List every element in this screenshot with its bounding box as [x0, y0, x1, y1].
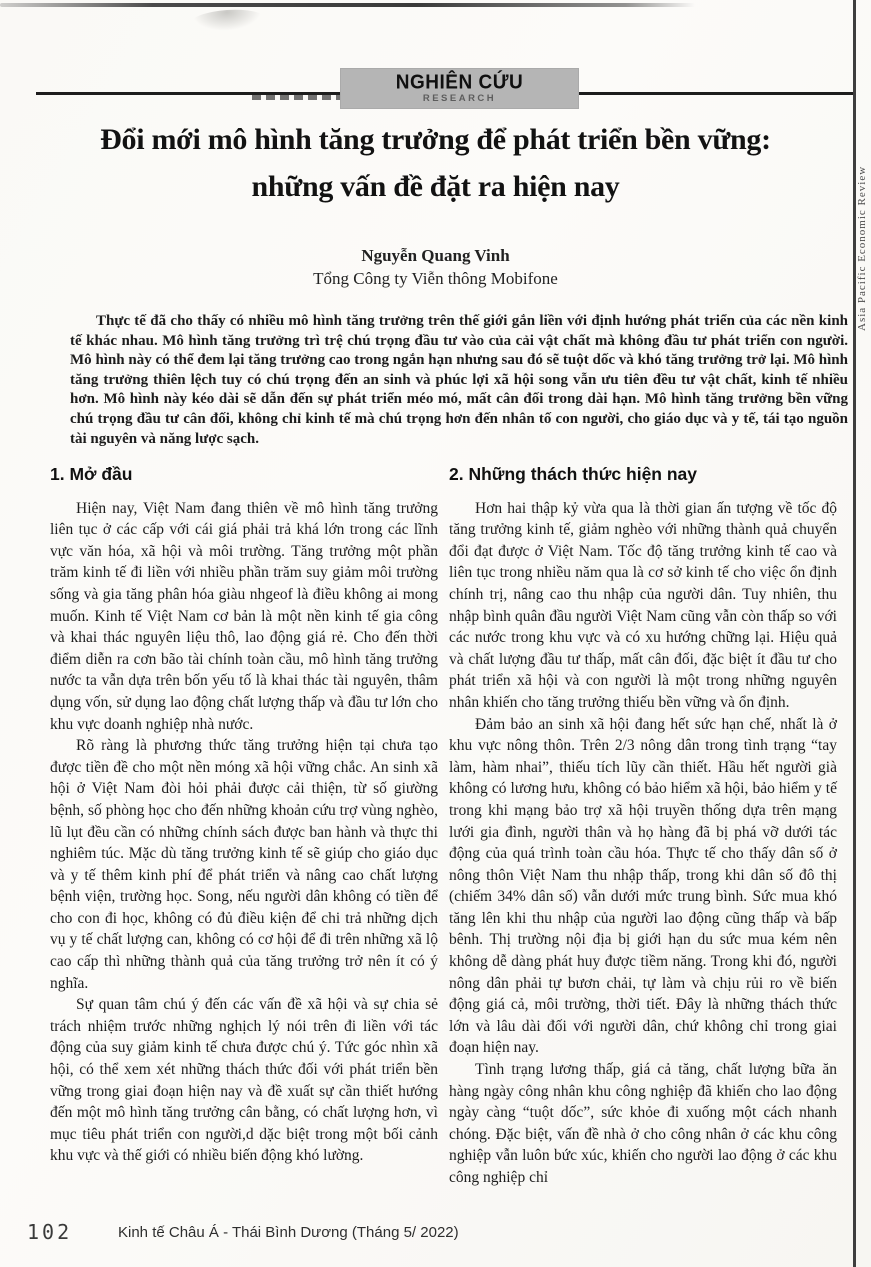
author-affiliation: Tổng Công ty Viễn thông Mobifone [313, 269, 558, 288]
badge-title: NGHIÊN CỨU [395, 71, 524, 94]
author-name: Nguyễn Quang Vinh [361, 246, 510, 265]
research-badge [341, 69, 578, 108]
paragraph: Sự quan tâm chú ý đến các vấn đề xã hội và sự chia sẻ trách nhiệm trước những nghịch lý nói trên đi liền với tác động của suy giảm kinh tế chưa được chú ý. Tức góc nhìn xã hội, có thể xem xét những thách thức đối với phát triển bền vững trong giai đoạn hiện nay và đề xuất sự cần thiết hướng đến một mô hình tăng trưởng cân bằng, có chất lượng hơn, vì mục tiêu phát triển con người,d dặc biệt trong một bối cảnh khu vực và thế giới có nhiều biến động khó lường. [50, 996, 438, 1165]
page-footer [0, 1218, 871, 1252]
scan-artifact-top-bar [0, 3, 695, 7]
section-2 [449, 464, 837, 1189]
abstract: Thực tế đã cho thấy có nhiều mô hình tăng trưởng trên thế giới gắn liền với định hướng phát triển của các nền kinh tế khác nhau. Mô hình tăng trưởng trì trệ chú trọng đầu tư vào của cải vật chất mà không đầu tư phát triển con người. Mô hình này có thể đem lại tăng trưởng cao trong ngắn hạn nhưng sau đó sẽ tuột dốc và khó tăng trưởng trở lại. Mô hình tăng trưởng thiên lệch tuy có chú trọng đến an sinh và phúc lợi xã hội song vẫn ưu tiên đều tư vật chất, kinh tế nhiều hơn. Mô hình này kéo dài sẽ dẫn đến sự phát triển méo mó, mất cân đối trong dài hạn. Mô hình tăng trưởng bền vững chú trọng đầu tư cân đối, không chỉ kinh tế mà chú trọng hơn đến nhân tố con người, cho giáo dục và y tế, tái tạo nguồn tài nguyên và năng lược sạch. [70, 313, 848, 447]
journal-side-label: Asia Pacific Economic Review [856, 165, 868, 331]
scan-artifact-smudge [189, 7, 265, 34]
journal-footer-line: Kinh tế Châu Á - Thái Bình Dương (Tháng 5/ 2022) [118, 1224, 459, 1241]
paragraph: Đảm bảo an sinh xã hội đang hết sức hạn chế, nhất là ở khu vực nông thôn. Trên 2/3 nông dân trong tình trạng “tay làm, hàm nhai”, thiếu tích lũy cần thiết. Hầu hết người già không có lương hưu, không có bảo hiểm xã hội, bảo hiểm y tế trong khi mạng bảo trợ xã hội truyền thống dựa trên mạng lưới gia đình, người thân và họ hàng đã bị phá vỡ dưới tác động của quá trình toàn cầu hóa. Thực tế cho thấy dân số ở nông thôn Việt Nam thu nhập thấp, trong khi dân số đô thị (chiếm 34% dân số) vẫn dưới mức trung bình. Sức mua khó tăng lên khi thu nhập của người lao động cũng thấp và bấp bênh. Thị trường nội địa bị giới hạn du sức mua kém nên không dễ dàng phát huy được tiềm năng. Trong khi đó, người nông dân phải tự bươn chải, tự làm và chịu rủi ro về biến động giá cả, môi trường, thời tiết. Đây là những thách thức lớn và lâu dài đối với người dân, chứ không chỉ trong giai đoạn hiện nay. [449, 715, 837, 1057]
section-1 [50, 464, 438, 1167]
badge-subtitle: RESEARCH [422, 93, 497, 104]
title-line-2: những vấn đề đặt ra hiện nay [251, 170, 620, 203]
title-line-1: Đổi mới mô hình tăng trưởng để phát triển bền vững: [100, 123, 771, 156]
paragraph: Rõ ràng là phương thức tăng trưởng hiện tại chưa tạo được tiền đề cho một nền móng xã hội vững chắc. An sinh xã hội ở Việt Nam đòi hỏi phải được cải thiện, từ số giường bệnh, số phòng học cho đến những khoản cứu trợ vùng nghèo, lũ lụt đều cần có những chính sách được ban hành và thực thi nghiêm túc. Mặc dù tăng trưởng kinh tế sẽ giúp cho giáo dục và y tế thêm kinh phí để phát triển và nâng cao chất lượng bệnh viện, trường học. Song, nếu người dân không có tiền để cho con đi học, không có đủ điều kiện để chi trả những dịch vụ y tế chất lượng can, không có cơ hội để đi trên những xã lộ cao cấp thì những thành quả của tăng trưởng trở nên ít có ý nghĩa. [50, 737, 438, 992]
section-2-heading: 2. Những thách thức hiện nay [449, 464, 698, 484]
author-block [30, 244, 841, 290]
paragraph: Hơn hai thập kỷ vừa qua là thời gian ấn tượng về tốc độ tăng trưởng kinh tế, giảm nghèo với những thành quả chuyển đổi đạt được ở Việt Nam. Tốc độ tăng trưởng kinh tế cao và liên tục trong nhiều năm qua là cơ sở kinh tế cho việc ổn định chính trị, nâng cao thu nhập của người dân. Tuy nhiên, thu nhập bình quân đầu người Việt Nam cũng vẫn còn thấp so với các nước trong khu vực và có xu hướng chững lại. Hiệu quả và chất lượng đầu tư thấp, mất cân đối, đặc biệt ít đầu tư cho phát triển xã hội và con người là một trong những nguyên nhân khiến cho tăng trưởng thiếu bền vững và ổn định. [449, 499, 837, 711]
page-number: 102 [27, 1220, 73, 1244]
paragraph: Hiện nay, Việt Nam đang thiên về mô hình tăng trưởng liên tục ở các cấp với cái giá phải trả khá lớn trong các lĩnh vực văn hóa, xã hội và môi trường. Tăng trưởng một phần trăm kinh tế đi liền với nhiều phần trăm suy giảm môi trường sống và gia tăng phân hóa giàu nhgeof là điều không ai mong muốn. Kinh tế Việt Nam cơ bản là một nền kinh tế gia công và khai thác nguyên liệu thô, lao động giá rẻ. Cho đến thời điểm diễn ra cơn bão tài chính toàn cầu, mô hình tăng trưởng nước ta vẫn dựa trên bốn yếu tố là khai thác tài nguyên, thâm dụng vốn, sử dụng lao động chất lượng thấp và đầu tư lớn cho khu vực doanh nghiệp nhà nước. [50, 499, 438, 733]
article-title [30, 116, 841, 210]
section-1-heading: 1. Mở đầu [50, 464, 133, 484]
scan-artifact-dashes [252, 95, 344, 100]
paragraph: Tình trạng lương thấp, giá cả tăng, chất lượng bữa ăn hàng ngày công nhân khu công nghiệp đã khiến cho lao động ngày càng “tuột dốc”, sức khỏe đi xuống một cách nhanh chóng. Đặc biệt, vấn đề nhà ở cho công nhân ở các khu công nghiệp vẫn luôn bức xúc, khiến cho người lao động ở các khu công nghiệp chỉ [449, 1061, 837, 1186]
